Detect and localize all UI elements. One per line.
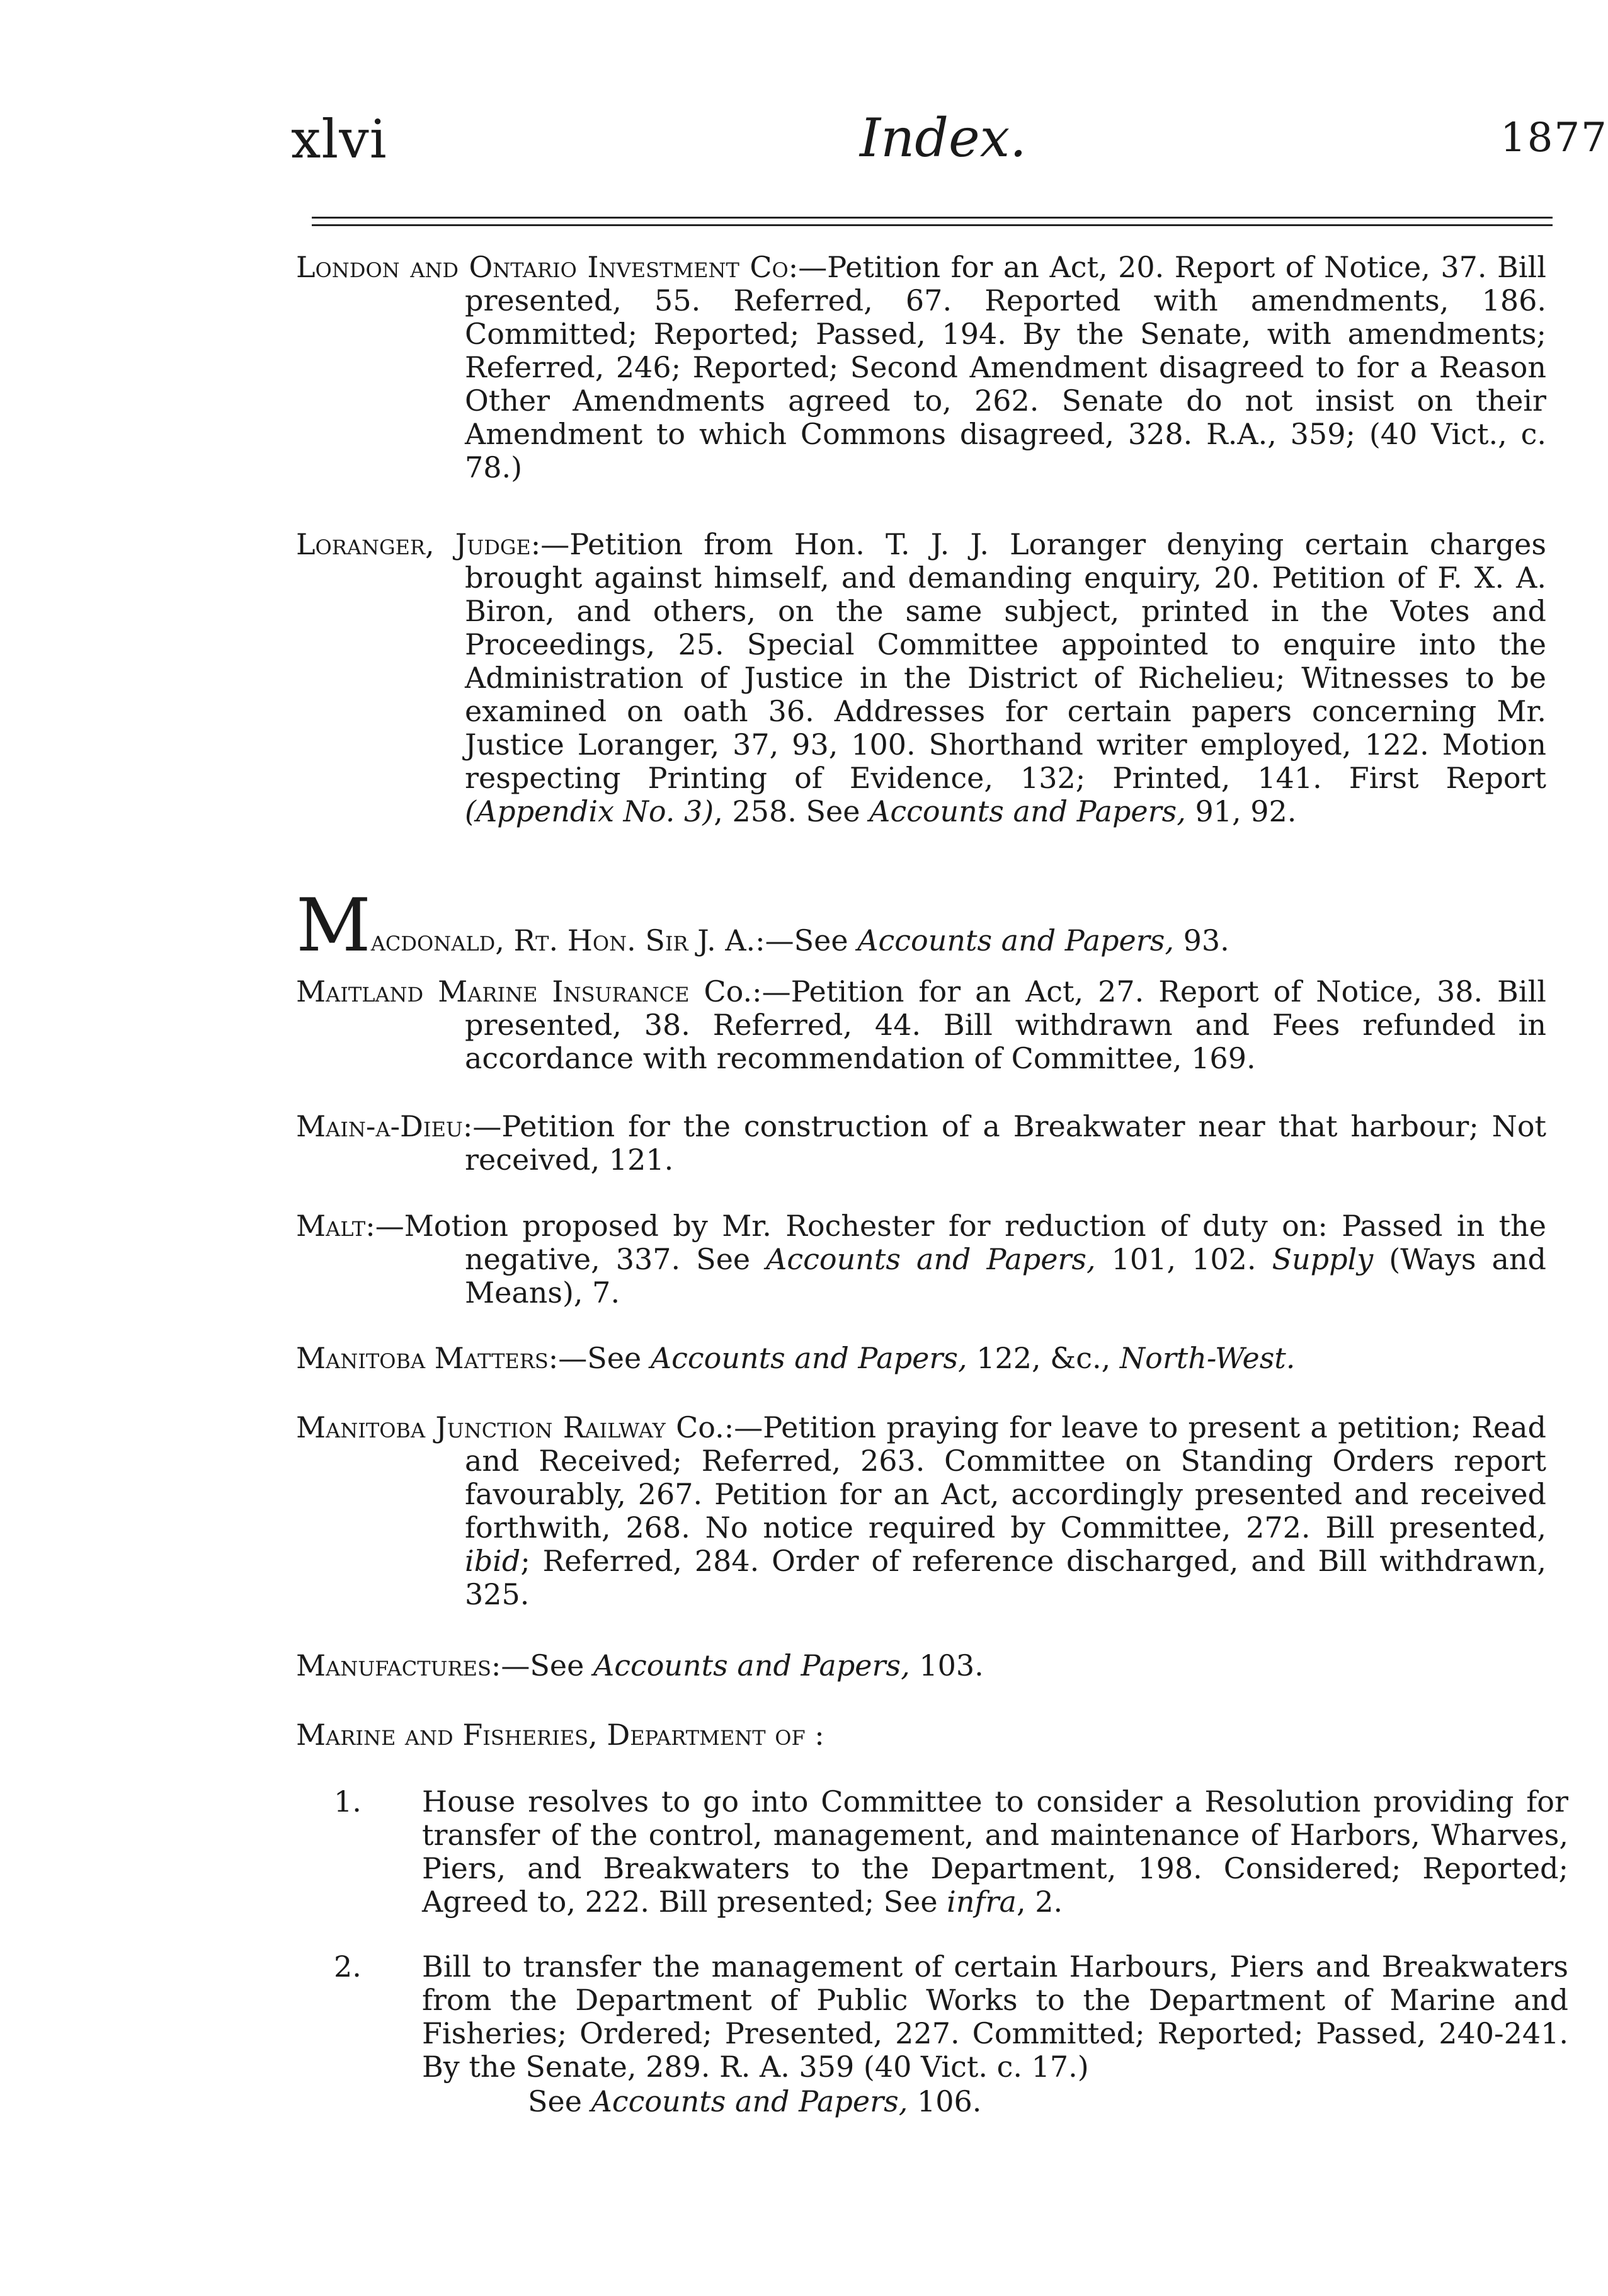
- sub-item-text: House resolves to go into Committee to consider a Resolution providing for transfer of the control, management, and maintenance of Harbors, Wharves, Piers, and Breakwaters to the Department, 198. Considered; Reported; Agreed to, 222. Bill presented; See: [422, 1785, 1568, 1919]
- entry-text-2: , 258. See: [714, 794, 860, 828]
- index-entry-macdonald: [296, 883, 1546, 968]
- sub-item-2: [334, 1950, 1568, 2084]
- entry-tail: 106.: [908, 2084, 982, 2118]
- entry-tail: 93.: [1174, 923, 1229, 957]
- entry-heading: Marine and Fisheries, Department of: [296, 1718, 806, 1752]
- entry-text-2: 122, &c.,: [967, 1341, 1111, 1375]
- entry-text-2: 101, 102.: [1095, 1242, 1257, 1276]
- entry-text: :—Petition from Hon. T. J. J. Loranger denying certain charges brought against himself, and demanding enquiry, 20. Petition of F. X. A. Biron, and others, on the same subject, printed in the Votes and Proceedings, 25. Special Committee appointed to enquire into the Administration of Justice in the District of Richelieu; Witnesses to be examined on oath 36. Addresses for certain papers concerning Mr. Justice Loranger, 37, 93, 100. Shorthand writer employed, 122. Motion respecting Printing of Evidence, 132; Printed, 141. First Report: [465, 527, 1546, 795]
- page-year: 1877: [1500, 115, 1608, 161]
- page-title: Index.: [860, 107, 1027, 169]
- entry-see-ref: Accounts and Papers,: [869, 794, 1186, 828]
- entry-see-ref: Accounts and Papers,: [593, 1648, 910, 1682]
- index-entry-main-a-dieu: [296, 1110, 1546, 1177]
- entry-tail: 91, 92.: [1185, 794, 1297, 828]
- entry-see-ref: Accounts and Papers,: [766, 1242, 1096, 1276]
- entry-text: :—See: [548, 1341, 642, 1375]
- entry-supply-ref: Supply: [1272, 1242, 1374, 1276]
- entry-text: :—See: [491, 1648, 584, 1682]
- entry-heading: London and Ontario Investment Co: [296, 250, 789, 284]
- index-entry-maitland: [296, 975, 1546, 1075]
- entry-text: Co.:—Petition praying for leave to present a petition; Read and Received; Referred, 263. Committee on Standing Orders report favourably, 267. Petition for an Act, accordingly presented and received forthwith, 268. No notice required by Committee, 272. Bill presented,: [465, 1410, 1546, 1545]
- entry-text: :—Petition for the construction of a Breakwater near that harbour; Not received, 121.: [462, 1109, 1546, 1177]
- entry-heading: Loranger, Judge: [296, 527, 531, 561]
- entry-tail: ; Referred, 284. Order of reference discharged, and Bill withdrawn, 325.: [465, 1544, 1546, 1611]
- entry-text: :—See: [755, 923, 848, 957]
- sub-item-1: [334, 1785, 1568, 1919]
- entry-see-ref: Accounts and Papers,: [857, 923, 1174, 957]
- entry-see-ref: Accounts and Papers,: [591, 2084, 908, 2118]
- entry-heading: Manitoba Matters: [296, 1341, 549, 1375]
- index-entry-loranger: [296, 528, 1546, 828]
- entry-tail: (Ways and Means), 7.: [465, 1242, 1547, 1310]
- index-entry-malt: [296, 1209, 1546, 1310]
- entry-northwest-ref: North-West.: [1119, 1341, 1296, 1375]
- section-initial-letter: M: [296, 883, 371, 968]
- header-rule-top: [312, 217, 1553, 219]
- sub-item-tail: , 2.: [1016, 1885, 1063, 1919]
- entry-see-ref: Accounts and Papers,: [650, 1341, 967, 1375]
- entry-heading: Manitoba Junction Railway: [296, 1410, 666, 1444]
- entry-heading: Maitland Marine Insurance: [296, 974, 690, 1008]
- see-word: See: [528, 2084, 582, 2118]
- entry-text: :: [814, 1718, 824, 1752]
- index-entry-london-ontario: [296, 251, 1546, 484]
- sub-item-number: 2.: [334, 1950, 362, 1984]
- entry-text: :—Petition for an Act, 20. Report of Notice, 37. Bill presented, 55. Referred, 67. Reported with amendments, 186. Committed; Reported; Passed, 194. By the Senate, with amendments; Referred, 246; Reported; Second Amendment disagreed to for a Reason Other Amendments agreed to, 262. Senate do not insist on their Amendment to which Commons disagreed, 328. R.A., 359; (40 Vict., c. 78.): [465, 250, 1546, 484]
- index-entry-manitoba-matters: [296, 1342, 1546, 1375]
- entry-ibid-ref: ibid: [465, 1544, 521, 1578]
- header-rule-bottom: [312, 224, 1553, 226]
- marine-see-line: [528, 2085, 981, 2118]
- page-number-roman: xlvi: [291, 108, 387, 170]
- entry-heading: Malt: [296, 1209, 366, 1243]
- entry-heading: acdonald, Rt. Hon. Sir J. A.: [370, 923, 756, 957]
- index-entry-manufactures: [296, 1649, 1546, 1682]
- sub-item-text: Bill to transfer the management of certain Harbours, Piers and Breakwaters from the Department of Public Works to the Department of Marine and Fisheries; Ordered; Presented, 227. Committed; Reported; Passed, 240-241. By the Senate, 289. R. A. 359 (40 Vict. c. 17.): [422, 1950, 1568, 2084]
- entry-appendix-ref: (Appendix No. 3): [465, 794, 714, 828]
- sub-item-number: 1.: [334, 1785, 362, 1819]
- index-entry-marine-fisheries: [296, 1718, 1546, 1752]
- entry-heading: Manufactures: [296, 1648, 491, 1682]
- entry-tail: 103.: [909, 1648, 984, 1682]
- index-entry-manitoba-junction: [296, 1411, 1546, 1611]
- entry-text: Co.:—Petition for an Act, 27. Report of Notice, 38. Bill presented, 38. Referred, 44. Bill withdrawn and Fees refunded in accordance with recommendation of Committee, 169.: [465, 974, 1546, 1075]
- sub-item-infra-ref: infra: [947, 1885, 1017, 1919]
- entry-heading: Main-a-Dieu: [296, 1109, 463, 1143]
- entry-text: :—Motion proposed by Mr. Rochester for reduction of duty on: Passed in the negative, 337. See: [365, 1209, 1546, 1276]
